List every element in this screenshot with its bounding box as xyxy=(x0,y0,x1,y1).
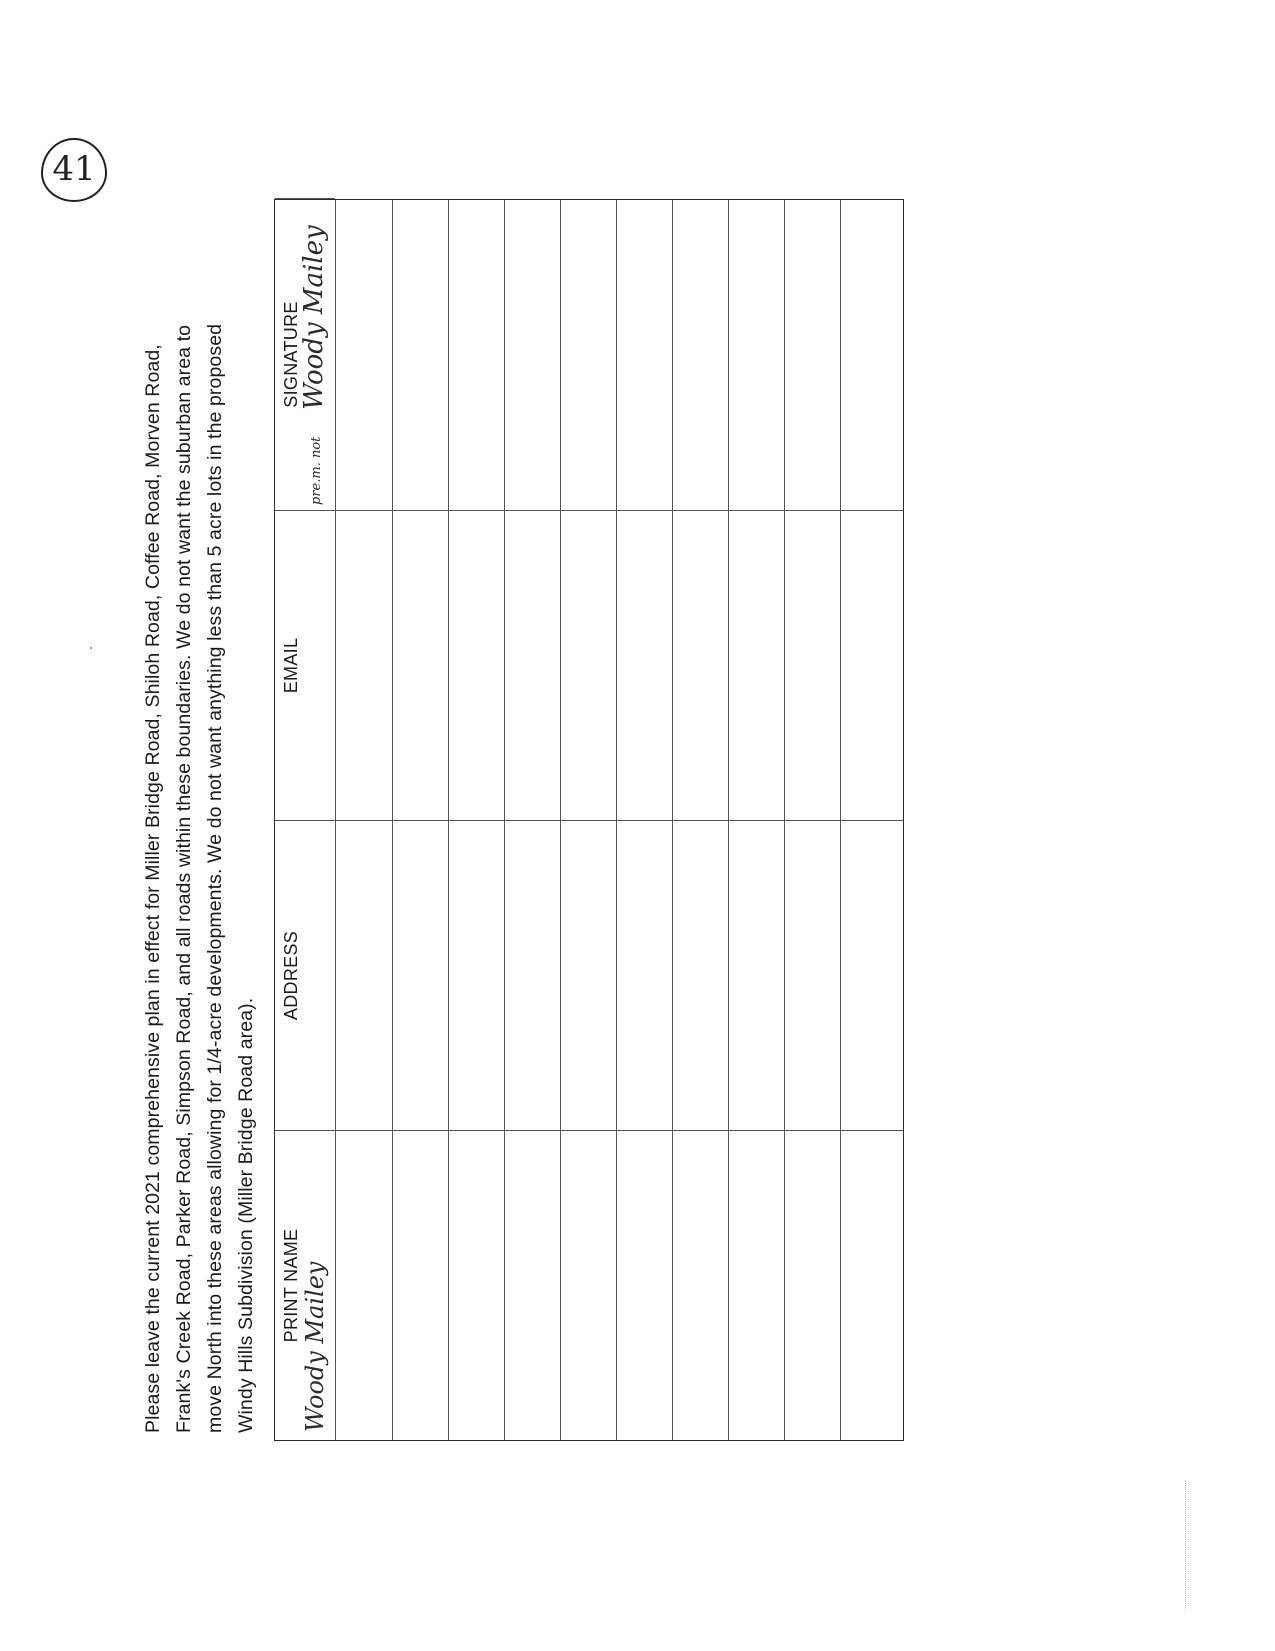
cell-print-name[interactable] xyxy=(785,1130,840,1440)
table-row xyxy=(729,200,785,1440)
cell-print-name[interactable] xyxy=(841,1130,903,1440)
cell-email[interactable] xyxy=(449,510,504,820)
table-row xyxy=(617,200,673,1440)
cell-address[interactable] xyxy=(785,820,840,1130)
statement-line: Windy Hills Subdivision (Miller Bridge Road area). xyxy=(235,997,257,1433)
statement-line: move North into these areas allowing for 1/4-acre developments. We do not want anything less than 5 acre lots in the proposed xyxy=(204,323,226,1433)
cell-address[interactable] xyxy=(617,820,672,1130)
cell-address[interactable] xyxy=(449,820,504,1130)
cell-email[interactable] xyxy=(673,510,728,820)
cell-address[interactable] xyxy=(336,820,392,1130)
scan-edge-mark xyxy=(1185,1480,1187,1610)
handwritten-print-name: Woody Mailey xyxy=(301,1261,329,1432)
table-row xyxy=(393,200,449,1440)
scan-speck xyxy=(90,647,92,649)
cell-address[interactable] xyxy=(673,820,728,1130)
header-address: ADDRESS xyxy=(275,820,335,1130)
cell-signature[interactable] xyxy=(336,198,392,510)
table-row xyxy=(505,200,561,1440)
cell-signature[interactable] xyxy=(561,198,616,510)
petition-statement xyxy=(138,153,262,1433)
cell-signature[interactable] xyxy=(449,198,504,510)
table-row xyxy=(785,200,841,1440)
cell-email[interactable] xyxy=(617,510,672,820)
signature-table xyxy=(274,199,904,1441)
cell-address[interactable] xyxy=(561,820,616,1130)
cell-email[interactable] xyxy=(505,510,560,820)
cell-print-name[interactable] xyxy=(336,1130,392,1440)
header-email: EMAIL xyxy=(275,510,335,820)
cell-address[interactable] xyxy=(393,820,448,1130)
cell-email[interactable] xyxy=(841,510,903,820)
table-row xyxy=(336,200,393,1440)
handwritten-note: pre.m. not xyxy=(309,436,324,505)
header-signature: SIGNATURE xyxy=(275,198,335,510)
cell-print-name[interactable] xyxy=(393,1130,448,1440)
handwritten-signature: Woody Mailey xyxy=(299,225,329,410)
cell-address[interactable] xyxy=(841,820,903,1130)
page-number-circle: 41 xyxy=(41,138,107,202)
cell-print-name[interactable] xyxy=(449,1130,504,1440)
cell-print-name[interactable] xyxy=(505,1130,560,1440)
cell-signature[interactable] xyxy=(393,198,448,510)
cell-email[interactable] xyxy=(785,510,840,820)
cell-address[interactable] xyxy=(729,820,784,1130)
cell-print-name[interactable] xyxy=(673,1130,728,1440)
cell-email[interactable] xyxy=(561,510,616,820)
cell-print-name[interactable] xyxy=(729,1130,784,1440)
header-print-name: PRINT NAME xyxy=(275,1130,335,1440)
cell-signature[interactable] xyxy=(673,198,728,510)
cell-signature[interactable] xyxy=(729,198,784,510)
cell-print-name[interactable] xyxy=(561,1130,616,1440)
statement-line: Please leave the current 2021 comprehensive plan in effect for Miller Bridge Road, Shiloh Road, Coffee Road, Morven Road, xyxy=(142,344,164,1433)
cell-print-name[interactable] xyxy=(617,1130,672,1440)
table-row xyxy=(561,200,617,1440)
cell-signature[interactable] xyxy=(785,198,840,510)
cell-email[interactable] xyxy=(393,510,448,820)
cell-signature[interactable] xyxy=(505,198,560,510)
cell-email[interactable] xyxy=(336,510,392,820)
cell-signature[interactable] xyxy=(841,198,903,510)
cell-email[interactable] xyxy=(729,510,784,820)
table-row xyxy=(841,200,903,1440)
cell-signature[interactable] xyxy=(617,198,672,510)
cell-address[interactable] xyxy=(505,820,560,1130)
table-row xyxy=(449,200,505,1440)
table-header-row xyxy=(275,200,336,1440)
statement-line: Frank's Creek Road, Parker Road, Simpson Road, and all roads within these boundaries. We do not want the suburban area to xyxy=(173,324,195,1433)
table-row xyxy=(673,200,729,1440)
